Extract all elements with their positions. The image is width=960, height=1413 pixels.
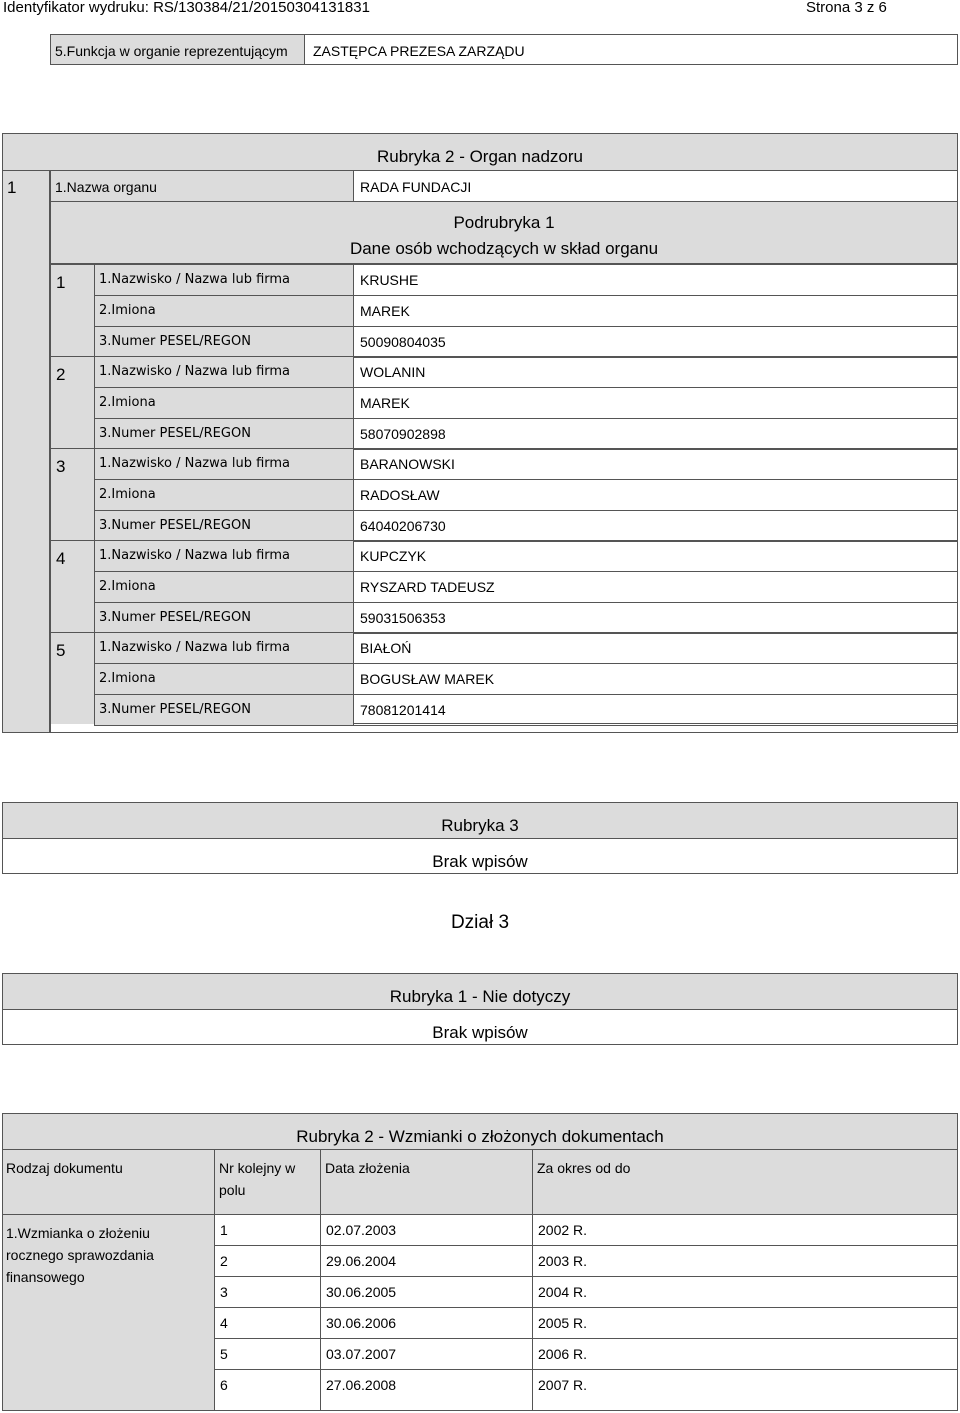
person-surname-label: 1.Nazwisko / Nazwa lub firma	[99, 364, 291, 379]
person-pesel-value: 78081201414	[360, 702, 446, 718]
person-names-label: 2.Imiona	[99, 303, 156, 318]
person-names-value-cell	[353, 295, 958, 327]
dzial3-rubryka2-section	[2, 1113, 958, 1411]
person-pesel-label-cell	[94, 602, 354, 634]
doc-row-nr-cell	[214, 1245, 321, 1277]
person-pesel-value-cell	[353, 602, 958, 634]
doc-row-date-cell	[320, 1338, 533, 1370]
person-surname-value: KUPCZYK	[360, 548, 427, 564]
doc-row-date-cell	[320, 1245, 533, 1277]
dzial3-rubryka2-title: Rubryka 2 - Wzmianki o złożonych dokumentach	[296, 1127, 664, 1146]
doc-row-nr-cell	[214, 1338, 321, 1370]
person-number-cell	[50, 448, 94, 540]
person-surname-value-cell	[353, 540, 958, 572]
person-names-label-cell	[94, 295, 354, 327]
person-names-value: MAREK	[360, 303, 410, 319]
person-surname-label-cell	[94, 448, 354, 480]
function-label: 5.Funkcja w organie reprezentującym	[55, 43, 288, 59]
rubryka2-left-strip	[2, 133, 50, 733]
doc-type-cell	[2, 1214, 215, 1411]
person-names-label-cell	[94, 571, 354, 603]
doc-row-period: 2006 R.	[538, 1346, 588, 1362]
person-pesel-label-cell	[94, 326, 354, 358]
organ-name-value-cell	[353, 170, 958, 202]
col-header-period-label: Za okres od do	[537, 1160, 631, 1176]
doc-row-period-cell	[532, 1369, 958, 1411]
person-pesel-value: 58070902898	[360, 426, 446, 442]
person-names-value-cell	[353, 387, 958, 419]
organ-row-number: 1	[7, 178, 17, 197]
person-names-label: 2.Imiona	[99, 671, 156, 686]
dzial3-title: Dział 3	[450, 912, 510, 933]
person-pesel-label-cell	[94, 694, 354, 726]
person-names-value: RYSZARD TADEUSZ	[360, 579, 495, 595]
podrubryka-title: Podrubryka 1	[453, 213, 555, 232]
doc-type-line-1: 1.Wzmianka o złożeniu	[6, 1225, 150, 1241]
doc-row-period-cell	[532, 1214, 958, 1246]
person-surname-label-cell	[94, 356, 354, 388]
person-number-cell	[50, 356, 94, 448]
person-names-label-cell	[94, 479, 354, 511]
rubryka3-section	[2, 802, 958, 874]
person-number-cell	[50, 632, 94, 724]
doc-row-period: 2002 R.	[538, 1222, 588, 1238]
doc-row-nr: 3	[220, 1284, 228, 1300]
person-surname-value: BIAŁOŃ	[360, 640, 412, 656]
doc-row-date: 30.06.2005	[326, 1284, 397, 1300]
person-names-label-cell	[94, 387, 354, 419]
person-number: 2	[56, 365, 66, 384]
person-names-value-cell	[353, 571, 958, 603]
person-names-value-cell	[353, 663, 958, 695]
person-names-label: 2.Imiona	[99, 395, 156, 410]
person-surname-value: BARANOWSKI	[360, 456, 455, 472]
print-identifier: Identyfikator wydruku: RS/130384/21/20150304131831	[3, 0, 370, 16]
doc-row-date: 27.06.2008	[326, 1377, 397, 1393]
person-pesel-value: 50090804035	[360, 334, 446, 350]
doc-row-date: 02.07.2003	[326, 1222, 397, 1238]
person-names-value: MAREK	[360, 395, 410, 411]
person-pesel-label: 3.Numer PESEL/REGON	[99, 610, 251, 625]
doc-row-period-cell	[532, 1276, 958, 1308]
doc-row-date: 03.07.2007	[326, 1346, 397, 1362]
person-surname-label: 1.Nazwisko / Nazwa lub firma	[99, 456, 291, 471]
podrubryka-subtitle: Dane osób wchodzących w skład organu	[349, 239, 659, 258]
doc-row-nr-cell	[214, 1214, 321, 1246]
col-header-nr-label-1: Nr kolejny w	[219, 1160, 296, 1176]
organ-name-value: RADA FUNDACJI	[360, 179, 472, 195]
person-surname-label-cell	[94, 540, 354, 572]
doc-row-period: 2005 R.	[538, 1315, 588, 1331]
col-header-date	[320, 1149, 533, 1215]
dzial3-rubryka2-title-cell	[2, 1113, 958, 1150]
person-surname-value-cell	[353, 356, 958, 388]
doc-row-period-cell	[532, 1245, 958, 1277]
person-pesel-label: 3.Numer PESEL/REGON	[99, 334, 251, 349]
dzial3-rubryka1-section	[2, 973, 958, 1045]
person-number-cell	[50, 264, 94, 356]
rubryka3-title-cell	[2, 802, 958, 839]
person-pesel-value: 64040206730	[360, 518, 446, 534]
doc-row-nr-cell	[214, 1276, 321, 1308]
col-header-nr-label-2: polu	[219, 1182, 246, 1198]
doc-row-date-cell	[320, 1307, 533, 1339]
person-names-label: 2.Imiona	[99, 487, 156, 502]
dzial3-rubryka1-title-cell	[2, 973, 958, 1010]
person-pesel-label-cell	[94, 510, 354, 542]
col-header-doc-type	[2, 1149, 215, 1215]
doc-row-nr: 1	[220, 1222, 228, 1238]
doc-row-date: 29.06.2004	[326, 1253, 397, 1269]
doc-row-date-cell	[320, 1369, 533, 1411]
person-pesel-label: 3.Numer PESEL/REGON	[99, 518, 251, 533]
col-header-period	[532, 1149, 958, 1215]
person-names-label: 2.Imiona	[99, 579, 156, 594]
col-header-date-label: Data złożenia	[325, 1160, 410, 1176]
person-pesel-label-cell	[94, 418, 354, 450]
person-surname-value: KRUSHE	[360, 272, 419, 288]
doc-row-nr: 4	[220, 1315, 228, 1331]
person-names-value: BOGUSŁAW MAREK	[360, 671, 495, 687]
person-number: 5	[56, 641, 66, 660]
person-surname-label: 1.Nazwisko / Nazwa lub firma	[99, 548, 291, 563]
person-surname-value-cell	[353, 632, 958, 664]
rubryka2-section	[2, 133, 958, 733]
rubryka2-title: Rubryka 2 - Organ nadzoru	[377, 147, 583, 166]
doc-type-line-2: rocznego sprawozdania	[6, 1247, 154, 1263]
dzial3-rubryka1-note-cell	[2, 1009, 958, 1045]
doc-row-nr-cell	[214, 1369, 321, 1411]
person-number: 1	[56, 273, 66, 292]
doc-row-nr: 2	[220, 1253, 228, 1269]
doc-row-period: 2007 R.	[538, 1377, 588, 1393]
person-names-value-cell	[353, 479, 958, 511]
dzial3-rubryka1-title: Rubryka 1 - Nie dotyczy	[389, 987, 571, 1006]
person-surname-label-cell	[94, 632, 354, 664]
person-pesel-label: 3.Numer PESEL/REGON	[99, 702, 251, 717]
doc-row-nr-cell	[214, 1307, 321, 1339]
podrubryka-title-cell	[50, 201, 958, 264]
person-number: 3	[56, 457, 66, 476]
person-number-cell	[50, 540, 94, 632]
rubryka3-note: Brak wpisów	[432, 852, 528, 871]
organ-name-label: 1.Nazwa organu	[55, 179, 157, 195]
person-names-value: RADOSŁAW	[360, 487, 440, 503]
organ-name-label-cell	[50, 170, 354, 202]
doc-row-period: 2004 R.	[538, 1284, 588, 1300]
dzial3-rubryka1-note: Brak wpisów	[432, 1023, 528, 1042]
person-pesel-value-cell	[353, 510, 958, 542]
person-surname-value-cell	[353, 448, 958, 480]
person-number: 4	[56, 549, 66, 568]
doc-row-date: 30.06.2006	[326, 1315, 397, 1331]
rubryka2-title-cell	[2, 133, 958, 171]
person-pesel-value: 59031506353	[360, 610, 446, 626]
person-surname-label: 1.Nazwisko / Nazwa lub firma	[99, 272, 291, 287]
function-label-cell	[50, 34, 305, 65]
doc-row-period-cell	[532, 1338, 958, 1370]
function-value: ZASTĘPCA PREZESA ZARZĄDU	[313, 43, 525, 59]
doc-type-line-3: finansowego	[6, 1269, 85, 1285]
person-surname-value: WOLANIN	[360, 364, 426, 380]
doc-row-date-cell	[320, 1276, 533, 1308]
person-pesel-value-cell	[353, 694, 958, 726]
page-number: Strona 3 z 6	[806, 0, 887, 16]
person-pesel-label: 3.Numer PESEL/REGON	[99, 426, 251, 441]
doc-row-nr: 6	[220, 1377, 228, 1393]
function-value-cell	[304, 34, 958, 65]
person-names-label-cell	[94, 663, 354, 695]
person-surname-label: 1.Nazwisko / Nazwa lub firma	[99, 640, 291, 655]
person-pesel-value-cell	[353, 326, 958, 358]
col-header-doc-type-label: Rodzaj dokumentu	[6, 1160, 123, 1176]
doc-row-period: 2003 R.	[538, 1253, 588, 1269]
person-surname-label-cell	[94, 264, 354, 296]
doc-row-date-cell	[320, 1214, 533, 1246]
rubryka3-note-cell	[2, 838, 958, 874]
person-surname-value-cell	[353, 264, 958, 296]
rubryka3-title: Rubryka 3	[441, 816, 519, 835]
col-header-nr	[214, 1149, 321, 1215]
person-pesel-value-cell	[353, 418, 958, 450]
doc-row-nr: 5	[220, 1346, 228, 1362]
doc-row-period-cell	[532, 1307, 958, 1339]
